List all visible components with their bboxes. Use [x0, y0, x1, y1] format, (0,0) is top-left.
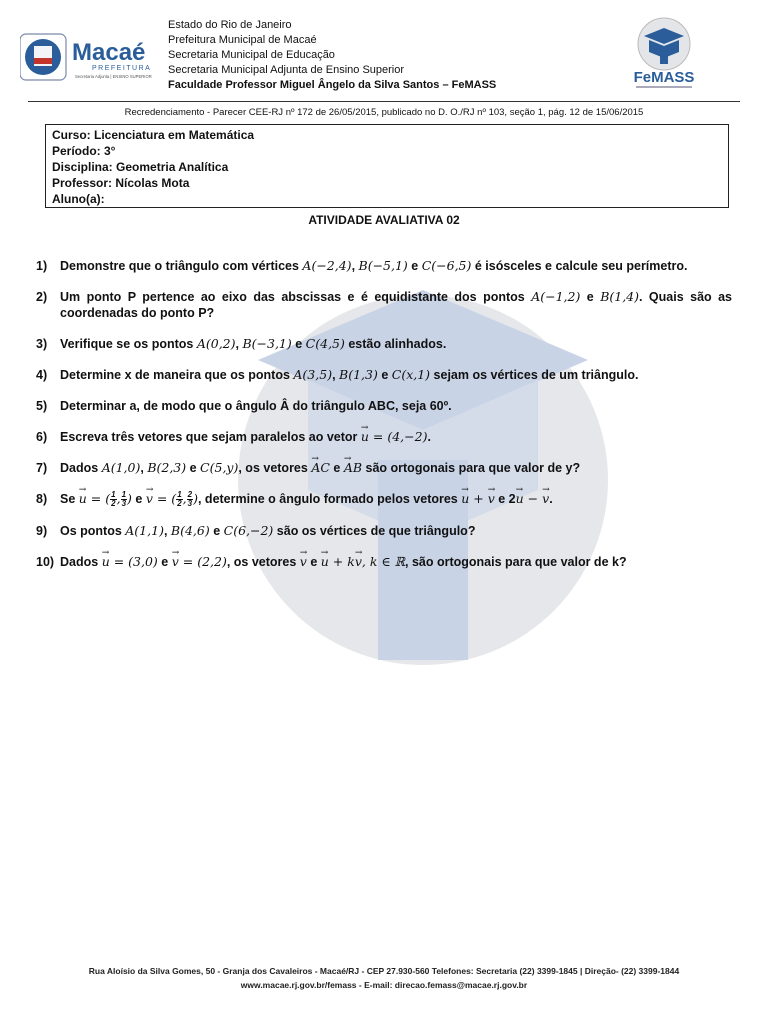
- question-7: 7) Dados A(1,0), B(2,3) e C(5,y), os vetores → AC e → AB são ortogonais para que valor de y?: [36, 460, 732, 476]
- question-9: 9) Os pontos A(1,1), B(4,6) e C(6,−2) são os vértices de que triângulo?: [36, 523, 476, 539]
- footer-address: Rua Aloísio da Silva Gomes, 50 - Granja dos Cavaleiros - Macaé/RJ - CEP 27.930-560 Telefones: Secretaria (22) 3399-1845 | Direção- (22) 3399-1844: [88, 966, 680, 976]
- recredenciamento-note: Recredenciamento - Parecer CEE-RJ nº 172 de 26/05/2015, publicado no D. O./RJ nº 103, seção 1, pág. 12 de 15/06/2015: [124, 107, 644, 118]
- header-line-secretaria: Secretaria Municipal de Educação: [168, 49, 335, 61]
- question-6: 6) Escreva três vetores que sejam paralelos ao vetor → u = (4,−2).: [36, 429, 732, 445]
- question-5: 5) Determinar a, de modo que o ângulo Â do triângulo ABC, seja 60º.: [36, 399, 452, 413]
- svg-text:PREFEITURA: PREFEITURA: [92, 65, 152, 72]
- page-header: [0, 0, 768, 100]
- footer-contact: www.macae.rj.gov.br/femass - E-mail: direcao.femass@macae.rj.gov.br: [240, 980, 528, 990]
- student-info-box: [45, 124, 729, 208]
- info-disciplina: Disciplina: Geometria Analítica: [52, 160, 229, 174]
- question-10: 10) Dados → u = (3,0) e → v = (2,2), os vetores → v e → u + k→ v, k ∈ ℝ, são ortogonais para que valor de k?: [36, 554, 732, 570]
- header-line-prefeitura: Prefeitura Municipal de Macaé: [168, 34, 317, 46]
- question-3: 3) Verifique se os pontos A(0,2), B(−3,1) e C(4,5) estão alinhados.: [36, 336, 447, 351]
- info-professor: Professor: Nícolas Mota: [52, 176, 190, 190]
- header-line-secretaria-adjunta: Secretaria Municipal Adjunta de Ensino Superior: [168, 64, 405, 76]
- question-2: 2) Um ponto P pertence ao eixo das abscissas e é equidistante dos pontos A(−1,2) e B(1,4). Quais são as coordenadas do ponto P?: [36, 289, 733, 320]
- page-title: ATIVIDADE AVALIATIVA 02: [308, 213, 460, 227]
- info-curso: Curso: Licenciatura em Matemática: [52, 128, 255, 142]
- svg-text:Macaé: Macaé: [72, 39, 146, 66]
- macae-logo: [20, 32, 165, 82]
- header-line-faculdade: Faculdade Professor Miguel Ângelo da Silva Santos – FeMASS: [168, 79, 497, 91]
- question-list: [36, 258, 732, 585]
- svg-text:FeMASS: FeMASS: [633, 69, 695, 86]
- svg-text:Secretaria Adjunta | ENSINO SU: Secretaria Adjunta | ENSINO SUPERIOR: [75, 74, 152, 79]
- question-8: 8) Se → u = ( $\frac{1}{2}$ , $\frac{1}{3}$ ) e → v = ( $\frac{1}{2}$ , $\frac{2}{3}$ ), determine o ângulo formado pelos vetores → u + → v e 2→ u − → v.: [36, 491, 732, 508]
- femass-logo: [616, 14, 712, 94]
- question-1: 1) Demonstre que o triângulo com vértices A(−2,4), B(−5,1) e C(−6,5) é isósceles e calcule seu perímetro.: [36, 258, 688, 273]
- info-periodo: Período: 3°: [52, 144, 116, 158]
- header-line-state: Estado do Rio de Janeiro: [168, 19, 292, 31]
- question-4: 4) Determine x de maneira que os pontos A(3,5), B(1,3) e C(x,1) sejam os vértices de um triângulo.: [36, 367, 639, 382]
- header-divider: [28, 101, 740, 102]
- info-aluno: Aluno(a):: [52, 192, 105, 206]
- page-footer: [0, 964, 768, 992]
